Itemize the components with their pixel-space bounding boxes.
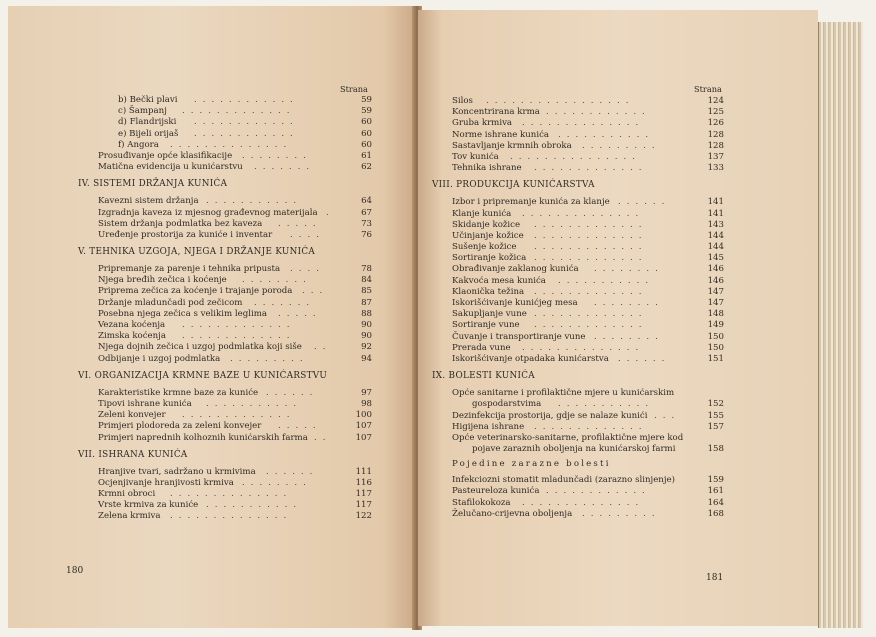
leader-dots: ........	[242, 150, 312, 161]
toc-entry	[432, 163, 724, 174]
toc-entry-page: 168	[707, 508, 724, 519]
toc-entry-page: 59	[361, 95, 372, 105]
toc-entry-title: Iskorišćivanje otpadaka kunićarstva	[452, 353, 609, 364]
toc-entry-title: Posebna njega zečica s velikim leglima	[98, 308, 268, 319]
toc-entry-page: 150	[707, 331, 724, 342]
toc-entry	[432, 141, 724, 152]
toc-entry-title: Infekciozni stomatit mladunčadi (zarazno slinjenje)	[452, 475, 675, 486]
toc-entry-page: 85	[361, 286, 372, 297]
toc-entry-page: 84	[361, 275, 372, 286]
toc-entry-page: 59	[361, 106, 372, 117]
toc-entry-page: 159	[707, 475, 724, 486]
toc-entry-page: 76	[361, 229, 372, 240]
leader-dots: .........	[582, 140, 661, 151]
toc-entry-title: Opće veterinarsko-sanitarne, profilaktične mjere kod	[452, 432, 684, 443]
toc-entry	[432, 399, 724, 410]
toc-entry	[78, 298, 372, 309]
toc-entry	[432, 107, 724, 118]
toc-entry	[432, 475, 724, 486]
toc-entry	[432, 253, 724, 264]
toc-entry-title: Zimska koćenja	[98, 331, 166, 342]
toc-entry-page: 87	[361, 297, 372, 308]
toc-entry	[78, 208, 372, 219]
leader-dots: .............	[182, 106, 296, 117]
toc-entry-title: Uređenje prostorija za kuniće i inventar	[98, 229, 273, 240]
leader-dots: .............	[534, 421, 648, 432]
leader-dots: ......	[266, 387, 319, 398]
toc-entry-page: 100	[355, 410, 372, 421]
toc-entry-title: Zeleni konvejer	[98, 410, 166, 421]
toc-entry-title: Stafilokokoza	[452, 497, 511, 508]
toc-entry-title: Klanje kunića	[452, 208, 512, 219]
leader-dots: ...........	[558, 399, 655, 410]
toc-entry	[78, 467, 372, 478]
toc-entry-title: Čuvanje i transportiranje vune	[452, 331, 586, 342]
left-toc	[78, 95, 372, 523]
toc-entry-page: 90	[361, 320, 372, 330]
toc-entry	[78, 421, 372, 432]
toc-entry-page: 144	[707, 242, 724, 253]
toc-entry	[432, 152, 724, 163]
toc-entry-title: Opće sanitarne i profilaktične mjere u kunićarskim	[452, 388, 675, 399]
toc-entry	[432, 298, 724, 309]
toc-entry-title: Želučano-crijevna oboljenja	[452, 508, 573, 519]
toc-entry-title: Koncentrirana krma	[452, 107, 540, 118]
toc-entry-page: 158	[707, 444, 724, 455]
toc-entry-page: 92	[361, 342, 372, 353]
toc-entry-page: 161	[707, 486, 724, 497]
toc-entry-page: 94	[361, 353, 372, 364]
toc-entry	[78, 331, 372, 342]
toc-entry-title: Držanje mladunčadi pod zečicom	[98, 297, 243, 308]
leader-dots: ...	[654, 410, 681, 421]
toc-entry-title: Pasteureloza kunića	[452, 486, 540, 497]
toc-entry	[78, 162, 372, 173]
toc-entry-title: Sakupljanje vune	[452, 309, 527, 320]
leader-dots: ........	[594, 298, 664, 308]
leader-dots: ......	[618, 353, 671, 364]
leader-dots: ..............	[170, 139, 293, 150]
leader-dots: ...........	[558, 275, 655, 286]
toc-entry-page: 126	[707, 118, 724, 129]
toc-entry-page: 73	[361, 218, 372, 229]
toc-entry	[432, 264, 724, 275]
chapter-heading	[78, 247, 372, 261]
toc-entry-title: Ocjenjivanje hranjivosti krmiva	[98, 477, 234, 488]
toc-entry	[78, 219, 372, 230]
leader-dots: ..............	[170, 489, 293, 500]
leader-dots: .............	[182, 320, 296, 330]
toc-entry	[432, 354, 724, 365]
toc-entry	[432, 197, 724, 208]
toc-entry-page: 141	[707, 208, 724, 219]
toc-entry	[78, 354, 372, 365]
toc-entry-title: Dezinfekcija prostorija, gdje se nalaze kunići	[452, 410, 648, 421]
toc-entry	[432, 486, 724, 497]
toc-entry	[432, 320, 724, 331]
toc-entry-page: 151	[707, 353, 724, 364]
toc-entry-title: Vezana koćenja	[98, 320, 166, 330]
right-strana-label: Strana	[694, 84, 722, 94]
toc-entry-page: 164	[707, 497, 724, 508]
leader-dots: ..............	[522, 497, 645, 508]
toc-entry	[432, 276, 724, 287]
toc-entry-title: Klaonička težina	[452, 286, 525, 297]
toc-entry-page: 133	[707, 163, 724, 174]
toc-entry-page: 150	[707, 342, 724, 353]
leader-dots: .............	[534, 320, 648, 331]
toc-entry	[432, 411, 724, 422]
toc-entry	[78, 264, 372, 275]
toc-entry-page: 117	[355, 489, 372, 500]
toc-entry	[78, 388, 372, 399]
leader-dots: ........	[242, 477, 312, 488]
leader-dots: .	[326, 207, 335, 218]
chapter-heading	[78, 450, 372, 464]
toc-entry-page: 98	[361, 398, 372, 409]
leader-dots: ........	[594, 331, 664, 342]
page-edges	[818, 22, 863, 628]
toc-entry-title: Sastavljanje krmnih obroka	[452, 140, 572, 151]
toc-entry	[432, 231, 724, 242]
toc-entry-page: 146	[707, 275, 724, 286]
toc-entry-page: 107	[355, 432, 372, 443]
subheading-text: Pojedine zarazne bolesti	[452, 459, 611, 470]
toc-entry-title: Skidanje kožice	[452, 219, 521, 230]
toc-entry-title: Kakvoća mesa kunića	[452, 275, 546, 286]
toc-entry-title: Gruba krmiva	[452, 118, 513, 129]
toc-entry-page: 157	[707, 421, 724, 432]
toc-entry-page: 61	[361, 150, 372, 161]
leader-dots: .............	[534, 230, 648, 241]
leader-dots: ........	[594, 264, 664, 275]
toc-entry	[78, 129, 372, 140]
toc-entry-page: 90	[361, 331, 372, 342]
leader-dots: ...........	[206, 196, 303, 207]
right-toc	[432, 96, 724, 520]
toc-entry-page: 62	[361, 162, 372, 173]
toc-entry	[432, 343, 724, 354]
toc-entry-title: Sistem držanja podmlatka bez kaveza	[98, 218, 263, 229]
leader-dots: ...........	[558, 129, 655, 140]
toc-entry	[432, 498, 724, 509]
leader-dots: ............	[194, 117, 299, 128]
toc-entry	[78, 478, 372, 489]
toc-entry	[78, 342, 372, 353]
leader-dots: ...........	[206, 500, 303, 511]
leader-dots: .............	[534, 309, 648, 320]
toc-entry-title: Krmni obroci	[98, 489, 156, 500]
leader-dots: ....	[290, 264, 325, 275]
toc-entry	[432, 118, 724, 129]
toc-entry	[432, 209, 724, 220]
leader-dots: .............	[534, 253, 648, 264]
leader-dots: ..............	[170, 511, 293, 522]
toc-entry	[78, 320, 372, 331]
toc-entry	[78, 140, 372, 151]
toc-entry-title: Vrste krmiva za kuniće	[98, 500, 199, 511]
leader-dots: ...............	[510, 151, 641, 162]
leader-dots: .............	[534, 219, 648, 230]
left-page-number: 180	[66, 566, 84, 576]
right-page-number: 181	[706, 573, 724, 583]
toc-entry	[432, 96, 724, 107]
left-strana-label: Strana	[340, 84, 368, 94]
chapter-heading-text: VIII. PRODUKCIJA KUNIĆARSTVA	[432, 180, 595, 191]
toc-entry-title: Hranjive tvari, sadržano u krmivima	[98, 466, 256, 477]
chapter-heading-text: VII. ISHRANA KUNIĆA	[78, 449, 188, 460]
toc-entry	[78, 511, 372, 522]
toc-entry	[78, 196, 372, 207]
leader-dots: .......	[254, 162, 316, 173]
toc-subheading	[432, 459, 724, 475]
toc-entry-page: 128	[707, 129, 724, 140]
toc-entry-title: Iskorišćivanje kunićjeg mesa	[452, 298, 578, 308]
leader-dots: .....	[278, 218, 322, 229]
toc-entry-title: Sortiranje kožica	[452, 253, 527, 264]
toc-entry-page: 125	[707, 107, 724, 118]
leader-dots: ..............	[522, 208, 645, 219]
toc-entry-title: Sortiranje vune	[452, 320, 520, 331]
leader-dots: .......	[254, 297, 316, 308]
toc-entry-title: Izbor i pripremanje kunića za klanje	[452, 197, 610, 208]
leader-dots: ..............	[522, 342, 645, 353]
chapter-heading	[432, 371, 724, 385]
toc-entry-title: Silos	[452, 96, 473, 106]
toc-entry-page: 60	[361, 128, 372, 139]
leader-dots: .............	[534, 242, 648, 253]
leader-dots: .........	[582, 508, 661, 519]
toc-entry	[432, 388, 724, 399]
toc-entry-title: Primjeri naprednih kolhoznih kunićarskih farma	[98, 432, 308, 443]
toc-entry-title: Tov kunića	[452, 151, 499, 162]
toc-entry	[78, 433, 372, 444]
toc-entry	[78, 117, 372, 128]
toc-entry-page: 78	[361, 264, 372, 275]
toc-entry-page: 144	[707, 230, 724, 241]
leader-dots: .............	[182, 331, 296, 342]
toc-entry-page: 155	[707, 410, 724, 421]
toc-entry	[78, 286, 372, 297]
leader-dots: ....	[290, 229, 325, 240]
toc-entry-title: Odbijanje i uzgoj podmlatka	[98, 353, 221, 364]
toc-entry	[78, 489, 372, 500]
toc-entry	[432, 242, 724, 253]
toc-entry	[432, 433, 724, 444]
leader-dots: ..............	[522, 118, 645, 129]
toc-entry	[432, 422, 724, 433]
leader-dots: ......	[266, 466, 319, 477]
toc-entry-title: c) Šampanj	[118, 106, 167, 117]
toc-entry-page: 147	[707, 298, 724, 308]
toc-entry	[432, 130, 724, 141]
toc-entry-title: e) Bijeli orijaš	[118, 128, 179, 139]
toc-entry-page: 149	[707, 320, 724, 331]
toc-entry-title: d) Flandrijski	[118, 117, 177, 128]
toc-entry	[78, 275, 372, 286]
toc-entry	[432, 309, 724, 320]
toc-entry-page: 137	[707, 151, 724, 162]
toc-entry-title: Karakteristike krmne baze za kuniće	[98, 387, 259, 398]
toc-entry-page: 60	[361, 139, 372, 150]
toc-entry	[78, 95, 372, 106]
toc-entry-title: Matična evidencija u kunićarstvu	[98, 162, 243, 173]
toc-entry-page: 107	[355, 421, 372, 432]
toc-entry-title: Primjeri plodoreda za zeleni konvejer	[98, 421, 262, 432]
toc-entry-title: Njega bređih zečica i koćenje	[98, 275, 227, 286]
toc-entry	[78, 410, 372, 421]
toc-entry	[78, 230, 372, 241]
toc-entry-title: gospodarstvima	[472, 399, 542, 410]
toc-entry-title: Tehnika ishrane	[452, 163, 522, 174]
chapter-heading-text: V. TEHNIKA UZGOJA, NJEGA I DRŽANJE KUNIĆA	[78, 247, 316, 258]
toc-entry	[78, 309, 372, 320]
toc-entry-page: 97	[361, 387, 372, 398]
toc-entry-page: 67	[361, 207, 372, 218]
toc-entry-page: 128	[707, 140, 724, 151]
toc-entry-page: 116	[355, 477, 372, 488]
toc-entry-title: b) Bečki plavi	[118, 95, 178, 105]
toc-entry-page: 117	[355, 500, 372, 511]
leader-dots: .............	[534, 286, 648, 297]
toc-entry-page: 111	[355, 466, 372, 477]
toc-entry-title: Izgradnja kaveza iz mjesnog građevnog materijala	[98, 207, 318, 218]
leader-dots: .....	[278, 421, 322, 432]
leader-dots: ...	[302, 286, 329, 297]
chapter-heading	[78, 179, 372, 193]
toc-entry-page: 143	[707, 219, 724, 230]
toc-entry-page: 124	[707, 96, 724, 106]
leader-dots: .............	[534, 163, 648, 174]
toc-entry-title: f) Angora	[118, 139, 159, 150]
leader-dots: .................	[486, 96, 635, 106]
toc-entry-page: 88	[361, 308, 372, 319]
leader-dots: ......	[618, 197, 671, 208]
toc-entry-title: Prerada vune	[452, 342, 511, 353]
toc-entry-page: 152	[707, 399, 724, 410]
leader-dots: ..	[314, 342, 332, 353]
leader-dots: .....	[278, 308, 322, 319]
chapter-heading	[78, 371, 372, 385]
toc-entry-title: Pripremanje za parenje i tehnika pripusta	[98, 264, 281, 275]
toc-entry	[432, 332, 724, 343]
toc-entry-page: 148	[707, 309, 724, 320]
toc-entry-title: Učinjanje kožice	[452, 230, 524, 241]
toc-entry-title: Obrađivanje zaklanog kunića	[452, 264, 579, 275]
toc-entry-title: Higijena ishrane	[452, 421, 525, 432]
toc-entry-title: Tipovi ishrane kunića	[98, 398, 192, 409]
toc-entry	[432, 509, 724, 520]
toc-entry	[432, 444, 724, 455]
toc-entry-page: 141	[707, 197, 724, 208]
leader-dots: .............	[182, 410, 296, 421]
toc-entry-title: Zelena krmiva	[98, 511, 161, 522]
leader-dots: ............	[546, 486, 651, 497]
toc-entry-title: Prosuđivanje opće klasifikacije	[98, 150, 233, 161]
toc-entry-title: Norme ishrane kunića	[452, 129, 550, 140]
toc-entry	[432, 287, 724, 298]
toc-entry-title: pojave zaraznih oboljenja na kunićarskoj farmi	[472, 444, 676, 455]
toc-entry	[78, 500, 372, 511]
toc-entry-page: 145	[707, 253, 724, 264]
chapter-heading-text: IX. BOLESTI KUNIĆA	[432, 371, 535, 382]
toc-entry	[78, 399, 372, 410]
toc-entry-title: Kavezni sistem držanja	[98, 196, 199, 207]
toc-entry-page: 146	[707, 264, 724, 275]
toc-entry-title: Sušenje kožice	[452, 242, 517, 253]
leader-dots: ............	[546, 107, 651, 118]
leader-dots: ............	[194, 128, 299, 139]
leader-dots: ........	[242, 275, 312, 286]
toc-entry-page: 60	[361, 117, 372, 128]
toc-entry	[432, 220, 724, 231]
toc-entry-page: 147	[707, 286, 724, 297]
leader-dots: ..	[314, 432, 332, 443]
toc-entry	[78, 151, 372, 162]
chapter-heading	[432, 180, 724, 194]
toc-entry-page: 64	[361, 196, 372, 207]
toc-entry	[78, 106, 372, 117]
leader-dots: ...........	[206, 398, 303, 409]
leader-dots: ............	[194, 95, 299, 105]
toc-entry-title: Njega dojnih zečica i uzgoj podmlatka koji siše	[98, 342, 302, 353]
chapter-heading-text: VI. ORGANIZACIJA KRMNE BAZE U KUNIĆARSTVU	[78, 370, 328, 381]
leader-dots: .........	[230, 353, 309, 364]
chapter-heading-text: IV. SISTEMI DRŽANJA KUNIĆA	[78, 179, 228, 190]
toc-entry-title: Priprema zečica za koćenje i trajanje poroda	[98, 286, 293, 297]
toc-entry-page: 122	[355, 511, 372, 522]
